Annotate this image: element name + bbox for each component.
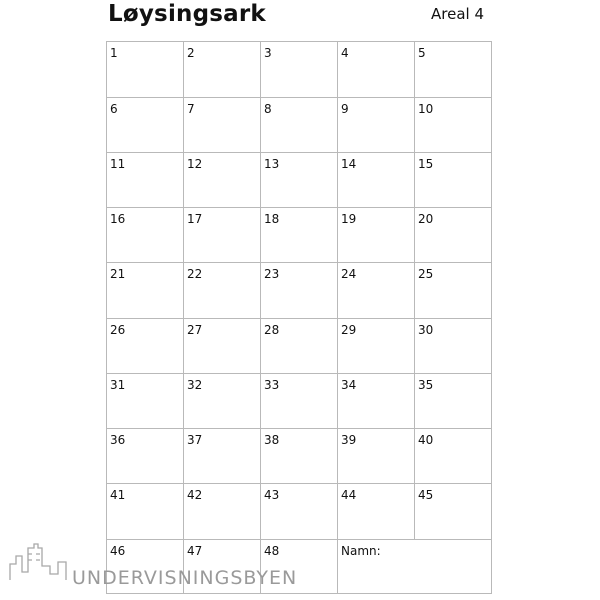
cell-number: 23 bbox=[264, 267, 280, 281]
cell-number: 16 bbox=[110, 212, 126, 226]
answer-cell[interactable] bbox=[184, 98, 261, 153]
answer-cell[interactable] bbox=[415, 263, 491, 319]
cell-number: 37 bbox=[187, 433, 203, 447]
answer-cell[interactable] bbox=[107, 540, 184, 593]
answer-cell[interactable] bbox=[184, 374, 261, 429]
answer-cell[interactable] bbox=[107, 374, 184, 429]
cell-number: 45 bbox=[418, 488, 434, 502]
cell-number: 39 bbox=[341, 433, 357, 447]
answer-cell[interactable] bbox=[107, 153, 184, 208]
answer-cell[interactable] bbox=[184, 42, 261, 98]
cell-number: 17 bbox=[187, 212, 203, 226]
cell-number: 40 bbox=[418, 433, 434, 447]
cell-number: 46 bbox=[110, 544, 126, 558]
cell-number: 13 bbox=[264, 157, 280, 171]
answer-cell[interactable] bbox=[261, 98, 338, 153]
watermark-text: UNDERVISNINGSBYEN bbox=[72, 567, 298, 589]
cell-number: 42 bbox=[187, 488, 203, 502]
cell-number: 18 bbox=[264, 212, 280, 226]
answer-cell[interactable] bbox=[107, 42, 184, 98]
cell-number: 48 bbox=[264, 544, 280, 558]
cell-number: 6 bbox=[110, 102, 118, 116]
cell-number: 28 bbox=[264, 323, 280, 337]
answer-cell[interactable] bbox=[338, 374, 415, 429]
answer-cell[interactable] bbox=[261, 42, 338, 98]
answer-cell[interactable] bbox=[261, 263, 338, 319]
cell-number: 4 bbox=[341, 46, 349, 60]
cell-number: 33 bbox=[264, 378, 280, 392]
answer-cell[interactable] bbox=[107, 98, 184, 153]
page-title: Løysingsark bbox=[108, 1, 266, 27]
answer-cell[interactable] bbox=[261, 484, 338, 540]
cell-number: 47 bbox=[187, 544, 203, 558]
cell-number: 31 bbox=[110, 378, 126, 392]
cell-number: 26 bbox=[110, 323, 126, 337]
answer-cell[interactable] bbox=[338, 429, 415, 484]
cell-number: 30 bbox=[418, 323, 434, 337]
answer-cell[interactable] bbox=[415, 98, 491, 153]
answer-cell[interactable] bbox=[184, 540, 261, 593]
cell-number: 41 bbox=[110, 488, 126, 502]
answer-cell[interactable] bbox=[338, 208, 415, 263]
cell-number: 35 bbox=[418, 378, 434, 392]
answer-cell[interactable] bbox=[261, 540, 338, 593]
cell-number: 1 bbox=[110, 46, 118, 60]
cell-number: 12 bbox=[187, 157, 203, 171]
answer-cell[interactable] bbox=[261, 153, 338, 208]
cell-number: 5 bbox=[418, 46, 426, 60]
answer-cell[interactable] bbox=[107, 263, 184, 319]
cell-number: 8 bbox=[264, 102, 272, 116]
answer-cell[interactable] bbox=[184, 208, 261, 263]
cell-number: 10 bbox=[418, 102, 434, 116]
answer-cell[interactable] bbox=[338, 42, 415, 98]
answer-cell[interactable] bbox=[338, 484, 415, 540]
answer-grid bbox=[106, 41, 492, 594]
cell-number: 20 bbox=[418, 212, 434, 226]
city-skyline-icon bbox=[8, 542, 70, 582]
answer-cell[interactable] bbox=[184, 484, 261, 540]
answer-cell[interactable] bbox=[415, 208, 491, 263]
cell-number: 3 bbox=[264, 46, 272, 60]
name-label: Namn: bbox=[341, 544, 381, 558]
cell-number: 15 bbox=[418, 157, 434, 171]
answer-cell[interactable] bbox=[261, 374, 338, 429]
cell-number: 36 bbox=[110, 433, 126, 447]
answer-cell[interactable] bbox=[338, 263, 415, 319]
cell-number: 11 bbox=[110, 157, 126, 171]
cell-number: 25 bbox=[418, 267, 434, 281]
cell-number: 27 bbox=[187, 323, 203, 337]
answer-cell[interactable] bbox=[107, 484, 184, 540]
cell-number: 43 bbox=[264, 488, 280, 502]
cell-number: 22 bbox=[187, 267, 203, 281]
cell-number: 2 bbox=[187, 46, 195, 60]
cell-number: 38 bbox=[264, 433, 280, 447]
answer-cell[interactable] bbox=[184, 263, 261, 319]
answer-cell[interactable] bbox=[415, 429, 491, 484]
cell-number: 34 bbox=[341, 378, 357, 392]
answer-cell[interactable] bbox=[107, 319, 184, 374]
cell-number: 29 bbox=[341, 323, 357, 337]
cell-number: 44 bbox=[341, 488, 357, 502]
answer-cell[interactable] bbox=[107, 429, 184, 484]
answer-cell[interactable] bbox=[184, 153, 261, 208]
answer-cell[interactable] bbox=[261, 319, 338, 374]
answer-cell[interactable] bbox=[184, 429, 261, 484]
cell-number: 14 bbox=[341, 157, 357, 171]
answer-cell[interactable] bbox=[415, 153, 491, 208]
answer-cell[interactable] bbox=[261, 429, 338, 484]
answer-cell[interactable] bbox=[107, 208, 184, 263]
cell-number: 19 bbox=[341, 212, 357, 226]
answer-cell[interactable] bbox=[415, 42, 491, 98]
answer-cell[interactable] bbox=[338, 153, 415, 208]
answer-cell[interactable] bbox=[184, 319, 261, 374]
page-subtitle: Areal 4 bbox=[431, 5, 484, 23]
answer-cell[interactable] bbox=[261, 208, 338, 263]
cell-number: 24 bbox=[341, 267, 357, 281]
answer-cell[interactable] bbox=[338, 98, 415, 153]
cell-number: 21 bbox=[110, 267, 126, 281]
answer-cell[interactable] bbox=[338, 319, 415, 374]
name-field[interactable] bbox=[338, 540, 491, 593]
answer-cell[interactable] bbox=[415, 484, 491, 540]
cell-number: 32 bbox=[187, 378, 203, 392]
cell-number: 9 bbox=[341, 102, 349, 116]
answer-cell[interactable] bbox=[415, 374, 491, 429]
cell-number: 7 bbox=[187, 102, 195, 116]
answer-cell[interactable] bbox=[415, 319, 491, 374]
